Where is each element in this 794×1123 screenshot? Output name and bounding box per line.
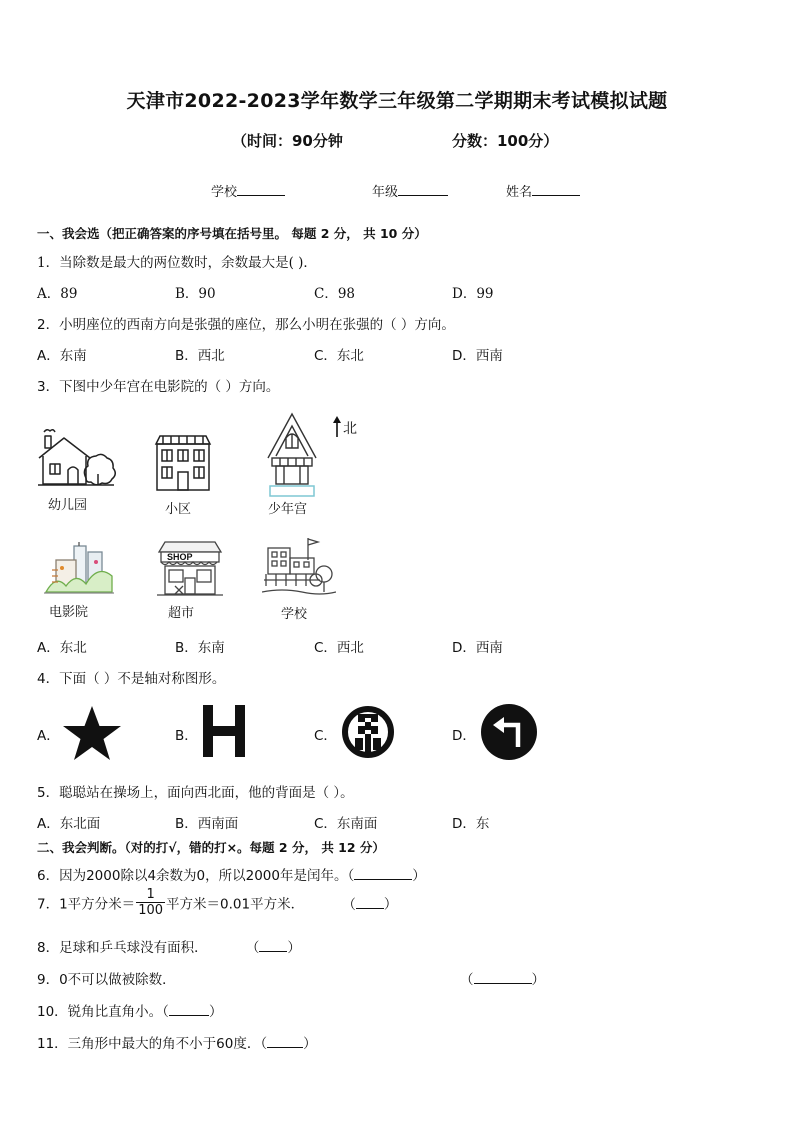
place-label-cinema: 电影院 (49, 605, 89, 620)
q8-paren-open: （ (245, 940, 260, 956)
place-label-youth-palace: 少年宫 (268, 502, 308, 517)
q4-option-c[interactable]: C． (314, 728, 337, 744)
q5-option-d[interactable]: D．东 (452, 816, 490, 832)
q4-option-a[interactable]: A． (37, 728, 60, 744)
q7-prefix: 7．1平方分米＝ (37, 896, 136, 913)
q9-answer (460, 968, 545, 988)
grade-field (372, 181, 448, 200)
q7-answer-blank[interactable] (356, 896, 384, 909)
north-label: 北 (343, 421, 357, 437)
bank-logo-icon (340, 704, 396, 760)
q7-denominator: 100 (138, 903, 164, 918)
place-label-supermarket: 超市 (168, 606, 195, 621)
q2-option-a[interactable]: A．东南 (37, 348, 87, 364)
q3-text: 3．下图中少年宫在电影院的（ ）方向。 (37, 379, 280, 395)
name-field (506, 181, 580, 200)
q9-answer-blank[interactable] (474, 971, 532, 984)
q10-text: 10．锐角比直角小。（ (37, 1004, 169, 1020)
q1-option-d[interactable]: D．99 (452, 286, 494, 302)
place-label-residential: 小区 (165, 502, 192, 517)
q4-text: 4．下面（ ）不是轴对称图形。 (37, 671, 226, 687)
q11-paren-close: ） (303, 1036, 317, 1052)
q10-paren-close: ） (208, 1004, 223, 1020)
q1-text: 1．当除数是最大的两位数时，余数最大是( )． (37, 255, 317, 271)
q5-text: 5．聪聪站在操场上，面向西北面，他的背面是（ ）。 (37, 785, 354, 801)
cinema-picture (44, 540, 114, 596)
place-label-school: 学校 (281, 607, 308, 622)
school-picture (262, 536, 336, 596)
school-blank[interactable] (237, 183, 285, 196)
q7-numerator: 1 (136, 887, 165, 903)
q7-paren-close: ） (383, 896, 398, 913)
q1-option-b[interactable]: B．90 (175, 286, 216, 302)
q7-suffix: 平方米＝0.01平方米． (166, 896, 305, 913)
grade-blank[interactable] (398, 183, 448, 196)
q6-answer-blank[interactable] (354, 867, 412, 880)
page-title: 天津市2022-2023学年数学三年级第二学期期末考试模拟试题 (126, 90, 668, 112)
q8-paren-close: ） (287, 940, 301, 956)
q6-line (37, 864, 426, 884)
q11-line (37, 1032, 317, 1052)
q6-text: 6．因为2000除以4余数为0，所以2000年是闰年。（ (37, 868, 355, 884)
place-label-kindergarten: 幼儿园 (48, 498, 88, 513)
supermarket-picture (153, 540, 223, 598)
q9-paren-open: （ (460, 972, 474, 988)
letter-h-icon (201, 705, 247, 757)
q2-option-b[interactable]: B．西北 (175, 348, 225, 364)
q10-answer-blank[interactable] (169, 1003, 209, 1016)
school-label: 学校 (211, 185, 238, 200)
q3-option-a[interactable]: A．东北 (37, 640, 87, 656)
name-label: 姓名 (506, 185, 533, 200)
name-blank[interactable] (532, 183, 580, 196)
section1-heading: 一、我会选（把正确答案的序号填在括号里。 每题 2 分， 共 10 分） (37, 226, 427, 241)
q7-fraction (136, 887, 165, 918)
q9-paren-close: ） (531, 972, 545, 988)
q4-option-b[interactable]: B． (175, 728, 198, 744)
q11-answer-blank[interactable] (267, 1035, 303, 1048)
q4-option-d[interactable]: D． (452, 728, 476, 744)
q7-paren-open: （ (342, 896, 356, 913)
grade-label: 年级 (372, 185, 399, 200)
q5-option-a[interactable]: A．东北面 (37, 816, 101, 832)
q3-option-d[interactable]: D．西南 (452, 640, 503, 656)
q11-text: 11．三角形中最大的角不小于60度．（ (37, 1036, 268, 1052)
q1-option-c[interactable]: C．98 (314, 286, 356, 302)
star-icon (60, 704, 124, 762)
north-arrow-icon (332, 416, 342, 438)
q5-option-c[interactable]: C．东南面 (314, 816, 378, 832)
shop-sign-text: SHOP (167, 552, 193, 562)
q9-text: 9．0不可以做被除数． (37, 972, 176, 988)
section2-heading: 二、我会判断。（对的打√，错的打×。每题 2 分， 共 12 分） (37, 840, 385, 855)
q8-text: 8．足球和乒乓球没有面积． (37, 940, 208, 956)
q3-option-b[interactable]: B．东南 (175, 640, 225, 656)
q7-line (37, 887, 397, 918)
residential-building-picture (153, 434, 213, 492)
q8-line (37, 936, 301, 956)
q6-paren-close: ） (412, 868, 426, 884)
q3-option-c[interactable]: C．西北 (314, 640, 364, 656)
q1-option-a[interactable]: A．89 (37, 286, 78, 302)
exam-time: （时间：90分钟 (232, 132, 343, 150)
q8-answer-blank[interactable] (259, 939, 287, 952)
q10-line (37, 1000, 222, 1020)
left-turn-sign-icon (480, 703, 538, 761)
q2-option-d[interactable]: D．西南 (452, 348, 503, 364)
kindergarten-picture (36, 428, 116, 490)
youth-palace-picture (266, 412, 318, 498)
q5-option-b[interactable]: B．西南面 (175, 816, 239, 832)
exam-score: 分数：100分） (452, 132, 559, 150)
q2-option-c[interactable]: C．东北 (314, 348, 364, 364)
q2-text: 2．小明座位的西南方向是张强的座位，那么小明在张强的（ ）方向。 (37, 317, 455, 333)
school-field (211, 181, 285, 200)
